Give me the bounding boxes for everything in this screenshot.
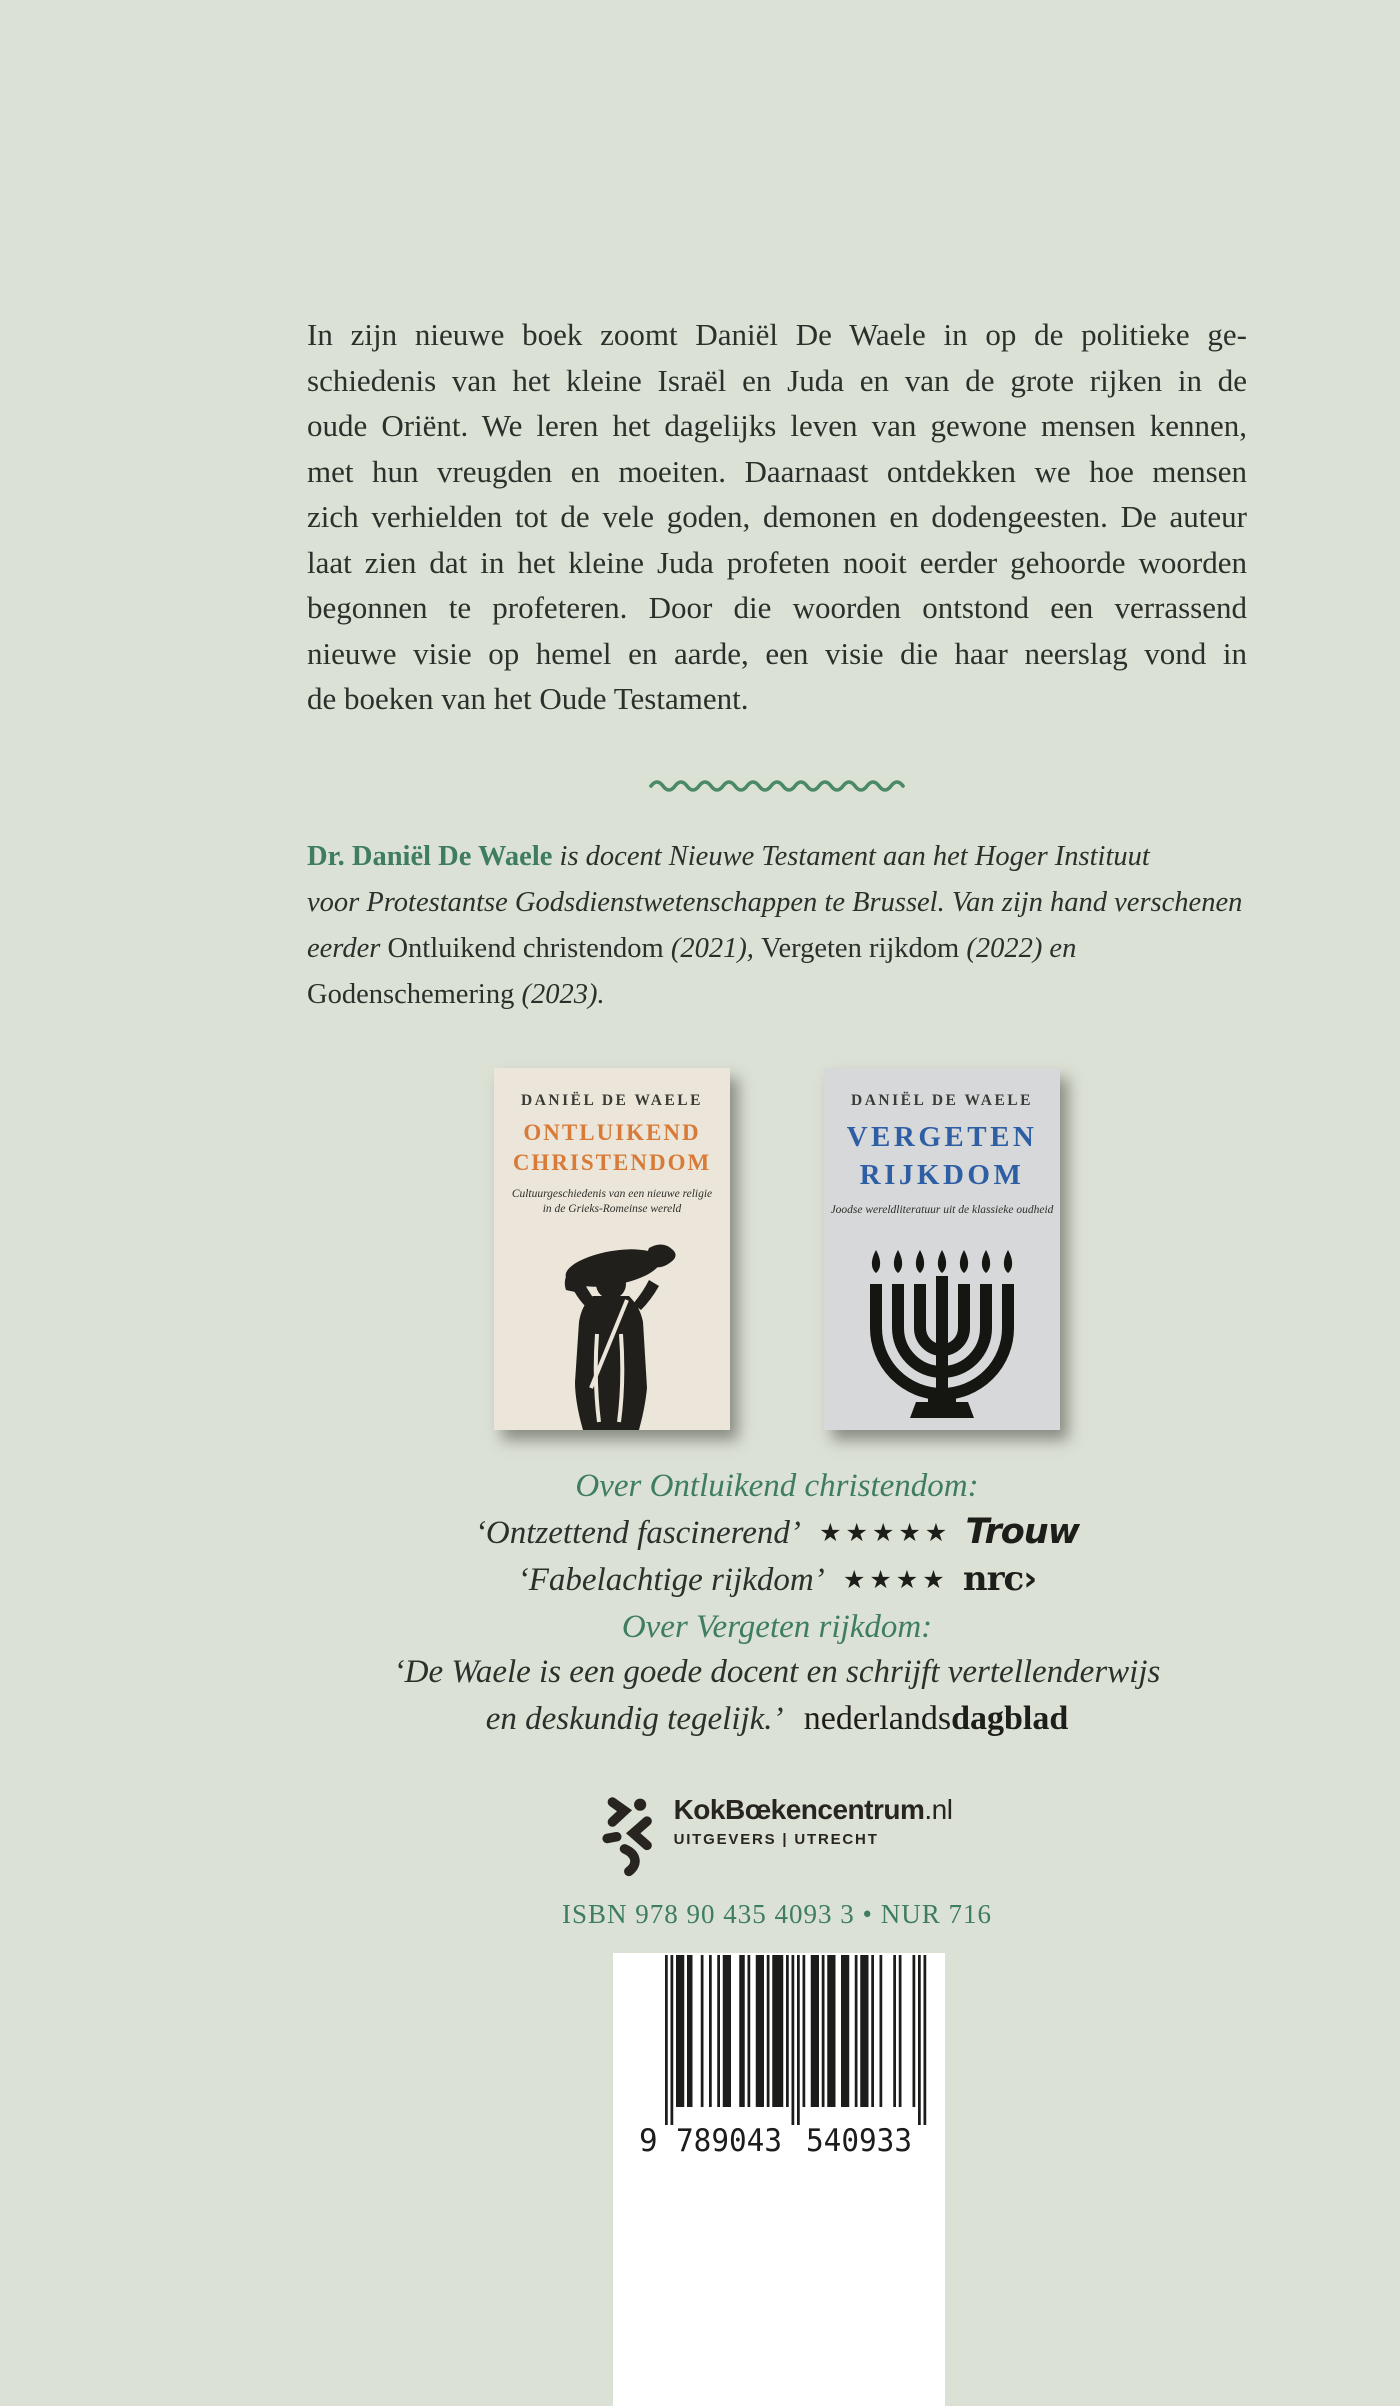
nederlands-dagblad-logo: nederlandsdagblad: [803, 1699, 1069, 1737]
book-cover-vergeten-rijkdom: [824, 1068, 1060, 1430]
cover-title-line: CHRISTENDOM: [512, 1150, 712, 1175]
five-stars-icon: ★★★★★: [819, 1517, 952, 1547]
publisher-tagline: UITGEVERS | UTRECHT: [673, 1831, 879, 1848]
wavy-line-divider-icon: [648, 776, 906, 794]
menorah-illustration: [862, 1230, 1022, 1430]
bio-text: (2021),: [663, 933, 762, 964]
reviews-section: [307, 1464, 1247, 1742]
cover-author-name: DANIËL DE WAELE: [521, 1092, 703, 1109]
bio-text: Ontluikend christendom: [387, 933, 664, 964]
barcode-digits: 9: [639, 2123, 658, 2159]
cover-title-line: RIJKDOM: [859, 1159, 1025, 1191]
review-quote: ‘Ontzettend fascinerend’: [474, 1514, 801, 1551]
cover-subtitle: [512, 1187, 712, 1217]
cover-subtitle-line: Joodse wereldliteratuur uit de klassieke oudheid: [830, 1204, 1054, 1216]
author-name: Dr. Daniël De Waele: [307, 841, 553, 872]
blurb-line: zich verhielden tot de vele goden, demonen en dodengeesten. De auteur: [307, 499, 1247, 534]
cover-title-line: VERGETEN: [846, 1121, 1038, 1153]
bio-line: [307, 834, 1247, 880]
cover-title: [847, 1118, 1038, 1194]
blurb-line: oude Oriënt. We leren het dagelijks leven van gewone mensen kennen,: [307, 408, 1247, 443]
publisher-name: KokBœkencentrum.nl: [673, 1794, 953, 1825]
review-quote: ‘Fabelachtige rijkdom’: [517, 1562, 825, 1598]
bio-text: (2023).: [514, 979, 605, 1010]
bio-line: [307, 880, 1247, 926]
four-stars-icon: ★★★★: [842, 1565, 949, 1594]
previous-books-row: [307, 1068, 1247, 1430]
back-cover-content: [307, 0, 1247, 2406]
publisher-logo-block: [307, 1792, 1247, 1878]
bio-text: Vergeten rijkdom: [761, 933, 960, 964]
review-line-nrc: [307, 1557, 1247, 1605]
blurb-paragraph: [307, 312, 1247, 722]
spark-asterisk-icon: [602, 1792, 654, 1878]
cover-subtitle: [831, 1203, 1054, 1218]
nrc-logo: nrc›: [962, 1559, 1037, 1599]
chevron-right-icon: ›: [1023, 1559, 1037, 1599]
book-cover-ontluikend-christendom: [494, 1068, 730, 1430]
bio-text: eerder: [307, 933, 388, 964]
author-bio: [307, 834, 1247, 1018]
bio-line: [307, 926, 1247, 972]
review-line-nd: [307, 1696, 1247, 1743]
review-quote-nd-line2: en deskundig tegelijk.’: [485, 1700, 784, 1737]
shepherd-carrying-sheep-illustration: [537, 1238, 687, 1430]
cover-author-name: DANIËL DE WAELE: [851, 1092, 1033, 1109]
bio-text: is docent Nieuwe Testament aan het Hoger Instituut: [552, 841, 1150, 872]
isbn-nur-line: ISBN 978 90 435 4093 3 • NUR 716: [562, 1899, 992, 1929]
blurb-line: met hun vreugden en moeiten. Daarnaast ontdekken we hoe mensen: [307, 453, 1247, 489]
blurb-line: begonnen te profeteren. Door die woorden ontstond een verrassend: [307, 590, 1247, 625]
bio-text: Godenschemering: [307, 979, 515, 1010]
bio-line: [307, 972, 1247, 1018]
review-quote-nd-line1: ‘De Waele is een goede docent en schrijft vertellenderwijs: [393, 1654, 1161, 1690]
publisher-text: [674, 1792, 953, 1848]
cover-title-line: ONTLUIKEND: [523, 1120, 701, 1145]
ean13-barcode: [629, 1955, 929, 2160]
review-header-vergeten: Over Vergeten rijkdom:: [621, 1608, 933, 1645]
cover-title: [513, 1118, 711, 1178]
bio-text: voor Protestantse Godsdienstwetenschappen te Brussel. Van zijn hand verschenen: [307, 887, 1243, 918]
bio-text: (2022) en: [959, 933, 1077, 964]
blurb-line: nieuwe visie op hemel en aarde, een visie die haar neerslag vond in: [307, 635, 1247, 671]
trouw-logo: Trouw: [965, 1511, 1080, 1552]
review-line-trouw: [307, 1510, 1247, 1558]
cover-subtitle-line: in de Grieks-Romeinse wereld: [542, 1203, 682, 1215]
blurb-line: laat zien dat in het kleine Juda profeten nooit eerder gehoorde woorden: [307, 544, 1247, 580]
blurb-line: de boeken van het Oude Testament.: [307, 681, 749, 716]
review-header-ontluikend: Over Ontluikend christendom:: [575, 1468, 979, 1504]
blurb-line: In zijn nieuwe boek zoomt Daniël De Waele in op de politieke ge-: [307, 317, 1247, 352]
barcode-panel: [613, 1953, 945, 2406]
barcode-digits: 540933: [806, 2123, 912, 2159]
blurb-line: schiedenis van het kleine Israël en Juda en van de grote rijken in de: [307, 362, 1247, 398]
cover-subtitle-line: Cultuurgeschiedenis van een nieuwe religie: [511, 1188, 713, 1200]
barcode-digits: 789043: [676, 2123, 782, 2159]
